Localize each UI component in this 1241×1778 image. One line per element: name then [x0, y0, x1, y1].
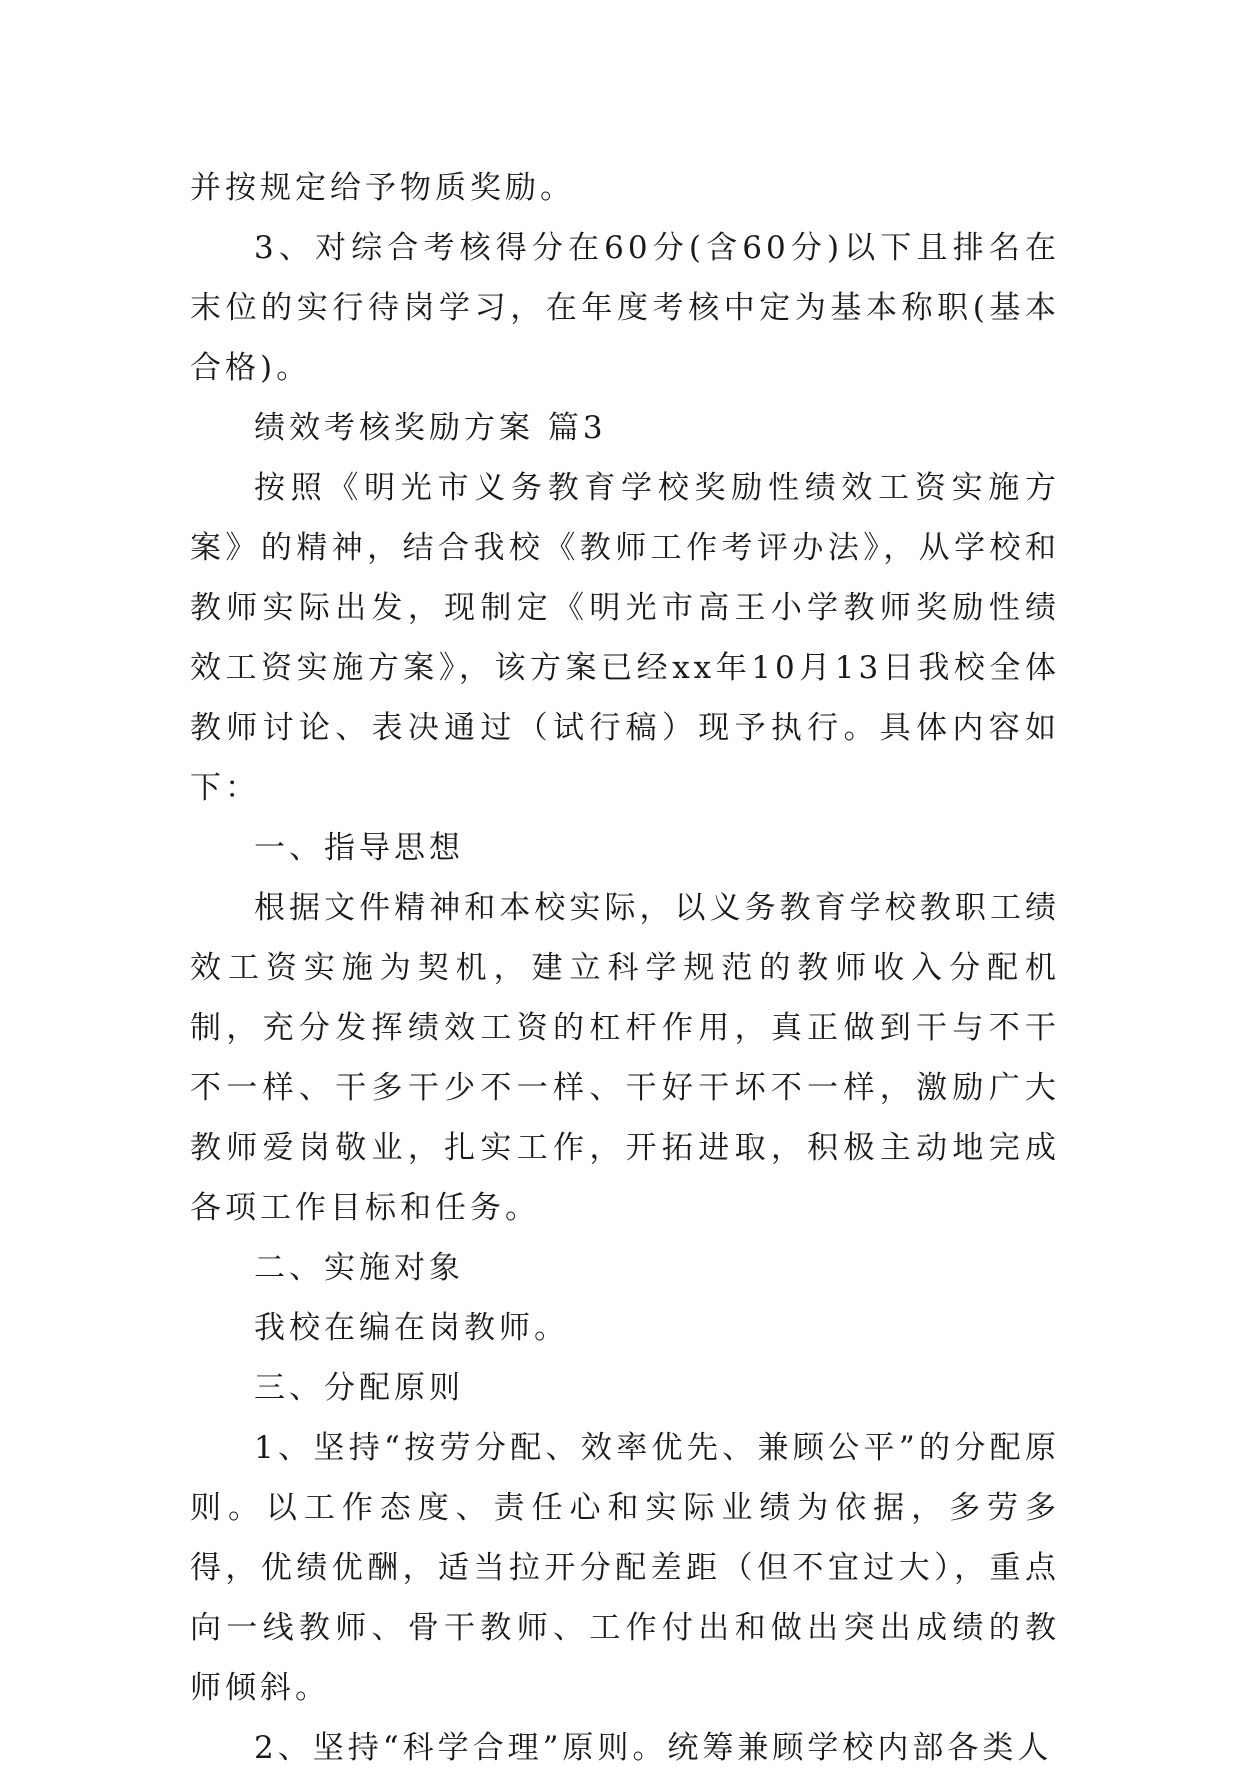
paragraph-principle-1: 1、坚持“按劳分配、效率优先、兼顾公平”的分配原则。以工作态度、责任心和实际业绩为依据，多劳多得，优绩优酬，适当拉开分配差距（但不宜过大），重点向一线教师、骨干教师、工作付出和做出突出成绩的教师倾斜。: [190, 1430, 1060, 1706]
paragraph-principle-2: 2、坚持“科学合理”原则。统筹兼顾学校内部各类人: [254, 1730, 1053, 1766]
document-body: [190, 158, 1060, 1778]
heading-principles: 三、分配原则: [254, 1370, 464, 1406]
paragraph-1: 并按规定给予物质奖励。: [190, 170, 575, 206]
paragraph-2: 3、对综合考核得分在60分(含60分)以下且排名在末位的实行待岗学习，在年度考核中定为基本称职(基本合格)。: [190, 230, 1060, 386]
paragraph-intro: 按照《明光市义务教育学校奖励性绩效工资实施方案》的精神，结合我校《教师工作考评办法》，从学校和教师实际出发，现制定《明光市高王小学教师奖励性绩效工资实施方案》，该方案已经xx年10月13日我校全体教师讨论、表决通过（试行稿）现予执行。具体内容如下：: [190, 470, 1060, 806]
heading-guiding-ideology: 一、指导思想: [254, 830, 464, 866]
paragraph-target: 我校在编在岗教师。: [254, 1310, 569, 1346]
heading-target: 二、实施对象: [254, 1250, 464, 1286]
paragraph-guiding-ideology: 根据文件精神和本校实际，以义务教育学校教职工绩效工资实施为契机，建立科学规范的教师收入分配机制，充分发挥绩效工资的杠杆作用，真正做到干与不干不一样、干多干少不一样、干好干坏不一样，激励广大教师爱岗敬业，扎实工作，开拓进取，积极主动地完成各项工作目标和任务。: [190, 890, 1060, 1226]
section-title: 绩效考核奖励方案 篇3: [254, 410, 607, 446]
